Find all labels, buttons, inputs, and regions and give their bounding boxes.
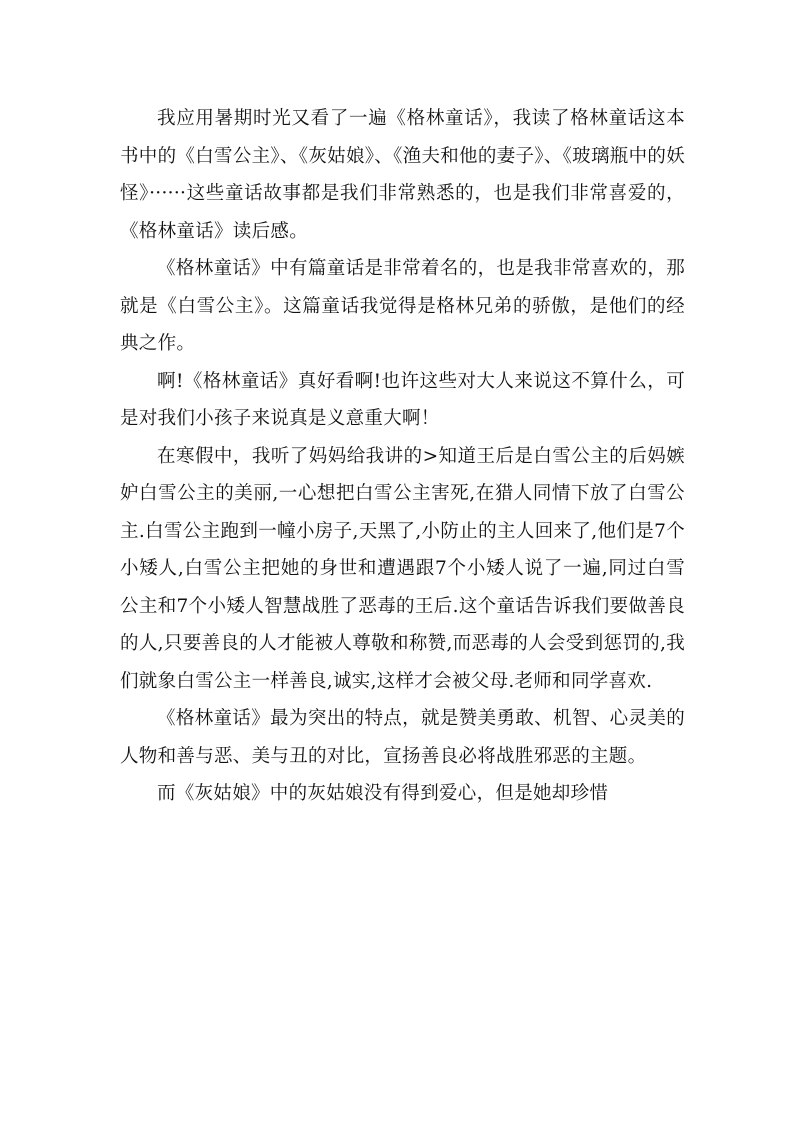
document-body	[120, 100, 685, 813]
paragraph-5: 《格林童话》最为突出的特点，就是赞美勇敢、机智、心灵美的人物和善与恶、美与丑的对比，宣扬善良必将战胜邪恶的主题。	[120, 708, 685, 767]
paragraph-1: 我应用暑期时光又看了一遍《格林童话》，我读了格林童话这本书中的《白雪公主》、《灰姑娘》、《渔夫和他的妻子》、《玻璃瓶中的妖怪》······这些童话故事都是我们非常熟悉的，也是我们非常喜爱的，《格林童话》读后感。	[120, 108, 685, 242]
paragraph-2: 《格林童话》中有篇童话是非常着名的，也是我非常喜欢的，那就是《白雪公主》。这篇童话我觉得是格林兄弟的骄傲，是他们的经典之作。	[120, 258, 685, 354]
paragraph-3: 啊!《格林童话》真好看啊!也许这些对大人来说这不算什么，可是对我们小孩子来说真是义意重大啊！	[120, 370, 685, 429]
paragraph-4: 在寒假中，我听了妈妈给我讲的>知道王后是白雪公主的后妈嫉妒白雪公主的美丽,一心想把白雪公主害死,在猎人同情下放了白雪公主.白雪公主跑到一幢小房子,天黑了,小防止的主人回来了,他们是7个小矮人,白雪公主把她的身世和遭遇跟7个小矮人说了一遍,同过白雪公主和7个小矮人智慧战胜了恶毒的王后.这个童话告诉我们要做善良的人,只要善良的人才能被人尊敬和称赞,而恶毒的人会受到惩罚的,我们就象白雪公主一样善良,诚实,这样才会被父母.老师和同学喜欢.	[120, 445, 685, 692]
paragraph-6: 而《灰姑娘》中的灰姑娘没有得到爱心，但是她却珍惜	[157, 783, 609, 804]
